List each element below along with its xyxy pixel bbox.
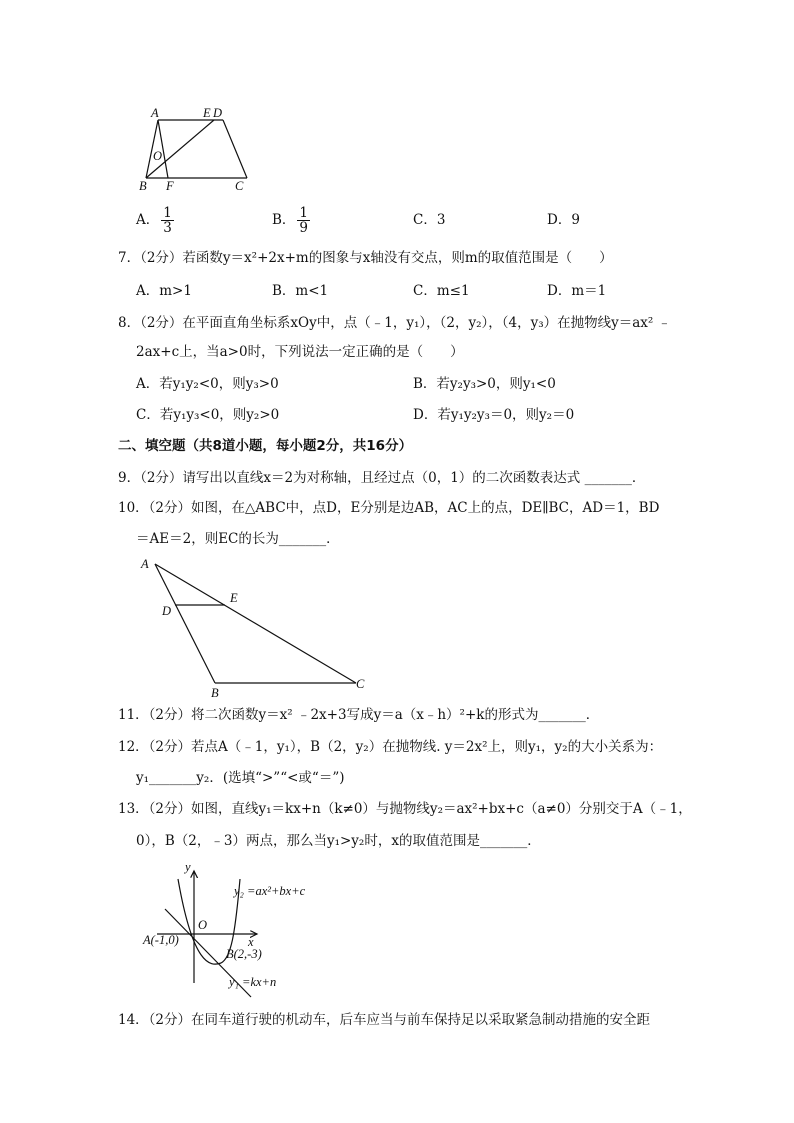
label-a: A	[141, 557, 149, 571]
q6-option-b	[272, 206, 310, 235]
q8-option-b: B．若y₂y₃>0，则y₁<0	[413, 376, 556, 392]
q8-option-d: D．若y₁y₂y₃＝0，则y₂＝0	[413, 407, 575, 423]
label-b: B	[139, 179, 147, 193]
origin-label: O	[198, 918, 208, 932]
label-f: F	[166, 179, 174, 193]
q7-option-c: C．m≤1	[413, 283, 470, 299]
q6-option-d: D．9	[547, 212, 580, 228]
q12-text-line1: 12．（2分）若点A（﹣1，y₁），B（2，y₂）在抛物线. y＝2x²上，则y₁，y₂的大小关系为：	[118, 739, 663, 755]
q6-option-b-label: B．	[272, 212, 296, 228]
label-c: C	[235, 179, 244, 193]
figure-trapezoid	[135, 100, 265, 195]
q7-option-d: D．m＝1	[547, 283, 607, 299]
point-a-label: A(-1,0)	[143, 933, 179, 947]
q10-text-line2: ＝AE＝2，则EC的长为_______．	[136, 531, 340, 547]
q8-text-line1: 8．（2分）在平面直角坐标系xOy中，点（﹣1，y₁），（2，y₂），（4，y₃）在抛物线y＝ax² ﹣	[118, 315, 672, 331]
q14-text: 14．（2分）在同车道行驶的机动车，后车应当与前车保持足以采取紧急制动措施的安全距	[118, 1012, 651, 1028]
q6-option-a	[136, 206, 174, 235]
q10-text-line1: 10．（2分）如图，在△ABC中，点D，E分别是边AB，AC上的点，DE∥BC，AD＝1，BD	[118, 500, 660, 516]
q8-text-line2: 2ax+c上，当a>0时，下列说法一定正确的是（ ）	[136, 344, 464, 360]
point-b-label: B(2,-3)	[226, 947, 262, 961]
q7-option-a: A．m>1	[136, 283, 192, 299]
q7-text: 7．（2分）若函数y＝x²+2x+m的图象与x轴没有交点，则m的取值范围是（ ）	[118, 250, 613, 266]
section-title: 二、填空题（共8道小题，每小题2分，共16分）	[118, 438, 413, 454]
q8-option-a: A．若y₁y₂<0，则y₃>0	[136, 376, 279, 392]
edge-dc	[223, 120, 247, 178]
q11-text: 11．（2分）将二次函数y＝x² ﹣2x+3写成y＝a（x﹣h）²+k的形式为_______．	[118, 707, 600, 723]
q6-option-b-denominator: 9	[299, 220, 309, 236]
q9-text: 9．（2分）请写出以直线x＝2为对称轴，且经过点（0，1）的二次函数表达式 _______．	[118, 470, 646, 486]
figure-triangle	[135, 552, 375, 700]
q6-option-a-numerator: 1	[163, 205, 172, 221]
q13-text-line2: 0），B（2，﹣3）两点，那么当y₁>y₂时，x的取值范围是_______．	[136, 833, 541, 849]
label-e: E	[203, 106, 211, 120]
q6-option-c: C．3	[413, 212, 446, 228]
label-o: O	[153, 149, 163, 163]
q6-option-b-fraction	[297, 206, 310, 235]
q7-option-b: B．m<1	[272, 283, 329, 299]
q8-option-c: C．若y₁y₃<0，则y₂>0	[136, 407, 280, 423]
figure-graph	[135, 855, 345, 1003]
label-e: E	[230, 591, 238, 605]
label-a: A	[151, 106, 159, 120]
x-axis-label: x	[248, 935, 254, 949]
q6-option-a-fraction	[161, 206, 174, 235]
q6-option-a-label: A．	[136, 212, 160, 228]
line-label: y₁ =kx+n	[229, 975, 277, 989]
q13-text-line1: 13．（2分）如图，直线y₁＝kx+n（k≠0）与抛物线y₂＝ax²+bx+c（a≠0）分别交于A（﹣1，	[118, 801, 692, 817]
label-d: D	[162, 604, 172, 618]
y-axis-label: y	[185, 860, 191, 874]
label-b: B	[211, 686, 219, 700]
q6-option-a-denominator: 3	[163, 220, 172, 236]
curve-label: y₂ =ax²+bx+c	[234, 884, 306, 898]
label-c: C	[356, 677, 365, 691]
label-d: D	[213, 106, 223, 120]
q12-text-line2: y₁_______y₂．(选填“>”“<或“＝”)	[136, 770, 345, 786]
q6-option-b-numerator: 1	[299, 205, 309, 221]
